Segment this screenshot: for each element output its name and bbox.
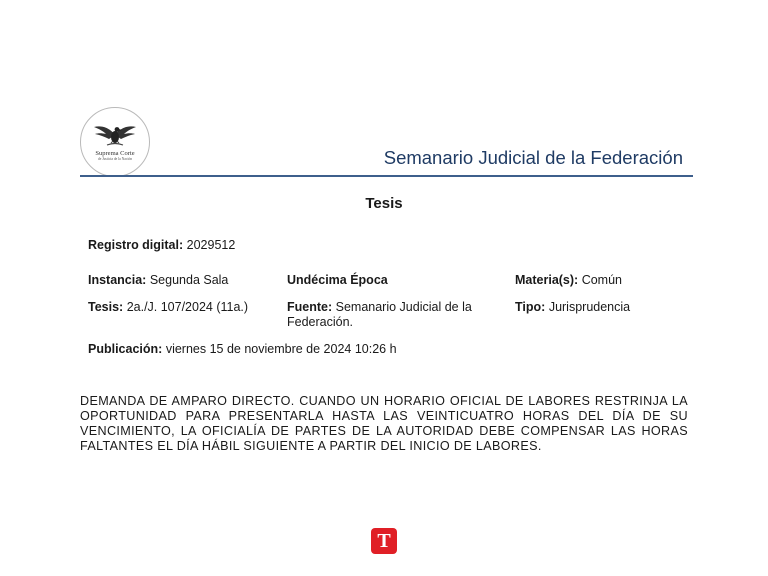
publicacion-field bbox=[88, 342, 397, 357]
tesis-label: Tesis: bbox=[88, 300, 124, 314]
seal-text-line1: Suprema Corte bbox=[95, 150, 135, 157]
header-divider bbox=[80, 175, 693, 177]
fuente-label: Fuente: bbox=[287, 300, 333, 314]
tipo-label: Tipo: bbox=[515, 300, 546, 314]
registro-value: 2029512 bbox=[186, 238, 236, 252]
materia-field bbox=[515, 273, 622, 288]
instancia-label: Instancia: bbox=[88, 273, 147, 287]
t-brand-logo-icon bbox=[371, 528, 397, 554]
materia-label: Materia(s): bbox=[515, 273, 579, 287]
seal-text-line2: de Justicia de la Nación bbox=[97, 157, 133, 161]
t-logo-letter: T bbox=[377, 529, 391, 552]
epoca-field bbox=[287, 273, 388, 288]
tesis-summary: DEMANDA DE AMPARO DIRECTO. CUANDO UN HORARIO OFICIAL DE LABORES RESTRINJA LA OPORTUNIDAD PARA PRESENTARLA HASTA LAS VEINTICUATRO HORAS DEL DÍA DE SU VENCIMIENTO, LA OFICIALÍA DE PARTES DE LA AUTORIDAD DEBE COMPENSAR LAS HORAS FALTANTES EL DÍA HÁBIL SIGUIENTE A PARTIR DEL INICIO DE LABORES. bbox=[80, 394, 688, 453]
scjn-seal-logo bbox=[80, 107, 150, 177]
instancia-field bbox=[88, 273, 228, 288]
registro-label: Registro digital: bbox=[88, 238, 184, 252]
instancia-value: Segunda Sala bbox=[149, 273, 229, 287]
publicacion-label: Publicación: bbox=[88, 342, 163, 356]
publication-title: Semanario Judicial de la Federación bbox=[383, 147, 683, 168]
tipo-value: Jurisprudencia bbox=[548, 300, 631, 314]
eagle-icon bbox=[92, 119, 138, 149]
fuente-field bbox=[287, 300, 502, 330]
publicacion-value: viernes 15 de noviembre de 2024 10:26 h bbox=[165, 342, 397, 356]
tesis-field bbox=[88, 300, 248, 315]
tipo-field bbox=[515, 300, 630, 315]
registro-digital-field bbox=[88, 238, 235, 253]
materia-value: Común bbox=[581, 273, 622, 287]
epoca-value: Undécima Época bbox=[287, 273, 388, 287]
document-title: Tesis bbox=[365, 195, 403, 212]
fuente-value: Semanario Judicial de la Federación. bbox=[287, 300, 472, 329]
tesis-value: 2a./J. 107/2024 (11a.) bbox=[126, 300, 249, 314]
